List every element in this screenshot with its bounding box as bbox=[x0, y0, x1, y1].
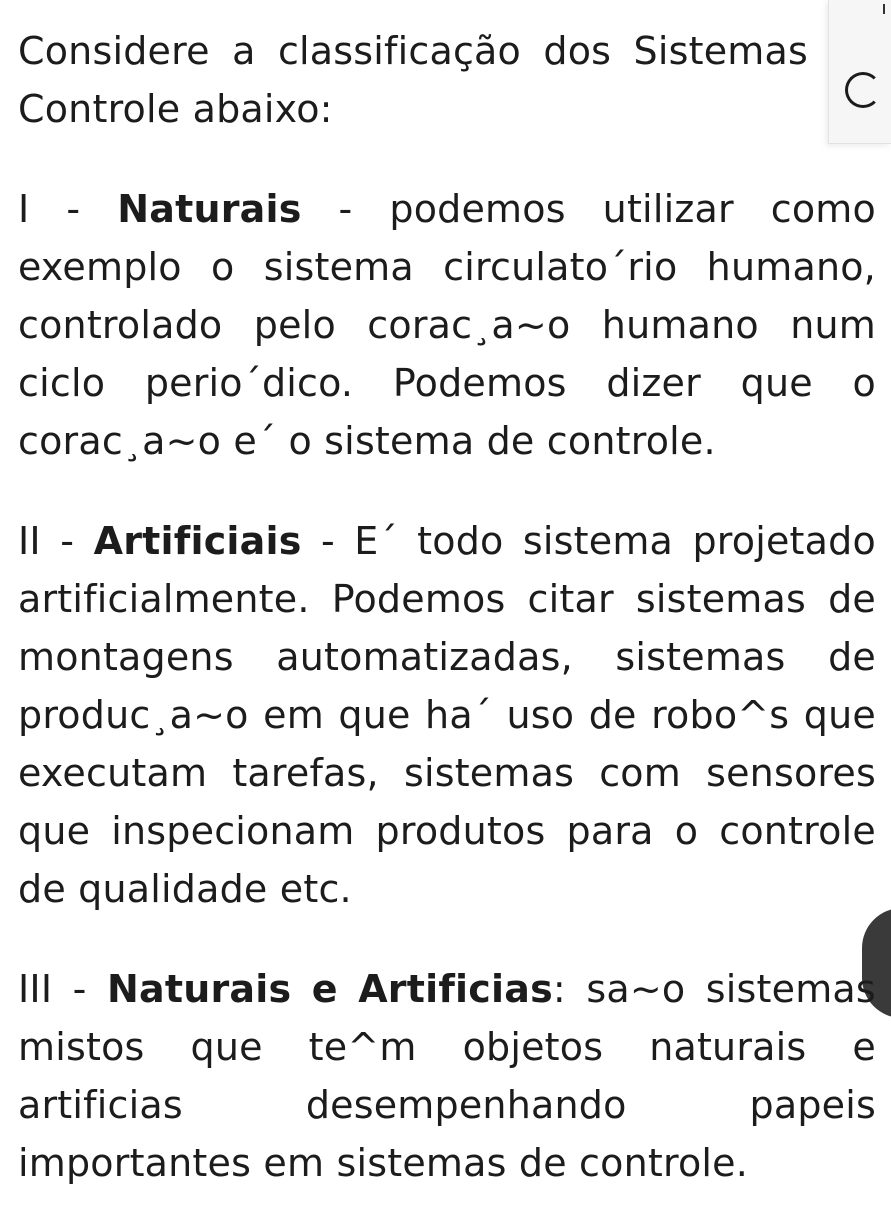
item-2-line-6 bbox=[18, 802, 876, 860]
word: - bbox=[66, 187, 81, 231]
word: o bbox=[852, 361, 876, 405]
word: sistema bbox=[263, 245, 414, 289]
word: ciclo bbox=[18, 361, 106, 405]
title-token: Artificias: bbox=[358, 967, 566, 1011]
word: controlado bbox=[18, 303, 223, 347]
word: circulato´rio bbox=[443, 245, 678, 289]
item-1-line-5: corac¸a~o e´ o sistema de controle. bbox=[18, 419, 716, 463]
word: num bbox=[790, 303, 876, 347]
word: uso bbox=[506, 693, 575, 737]
word: de bbox=[828, 635, 876, 679]
word: sistemas bbox=[615, 635, 786, 679]
word: que bbox=[740, 361, 813, 405]
word: utilizar bbox=[602, 187, 734, 231]
word: de bbox=[828, 577, 876, 621]
word: I bbox=[18, 187, 30, 231]
word: que bbox=[338, 693, 411, 737]
word: montagens bbox=[18, 635, 234, 679]
word: o bbox=[211, 245, 235, 289]
word: sistema bbox=[522, 519, 674, 563]
question-text bbox=[18, 22, 876, 1192]
title-token bbox=[107, 960, 291, 1018]
item-2-line-2 bbox=[18, 570, 876, 628]
word: Considere bbox=[18, 29, 210, 73]
word: sistemas bbox=[403, 751, 575, 795]
item-title-word: Artificiais bbox=[93, 519, 302, 563]
word: artificialmente. bbox=[18, 577, 310, 621]
word: desempenhando bbox=[305, 1083, 627, 1127]
word: projetado bbox=[692, 519, 876, 563]
word: mistos bbox=[18, 1025, 145, 1069]
word: para bbox=[566, 809, 654, 853]
word: dizer bbox=[606, 361, 701, 405]
title-token bbox=[117, 180, 301, 238]
item-2-line-3 bbox=[18, 628, 876, 686]
word: III bbox=[18, 967, 53, 1011]
word: E´ bbox=[354, 519, 398, 563]
item-1-line-4 bbox=[18, 354, 876, 412]
item-1-line-2 bbox=[18, 238, 876, 296]
word: produc¸a~o bbox=[18, 693, 249, 737]
word: Podemos bbox=[392, 361, 567, 405]
word: que bbox=[190, 1025, 263, 1069]
item-title-word: Artificias bbox=[358, 967, 553, 1011]
word: controle bbox=[719, 809, 876, 853]
item-2-line-7: de qualidade etc. bbox=[18, 867, 352, 911]
word: humano, bbox=[706, 245, 876, 289]
word: dos bbox=[543, 29, 612, 73]
word: citar bbox=[527, 577, 614, 621]
word: - bbox=[72, 967, 87, 1011]
word: com bbox=[599, 751, 681, 795]
word: corac¸a~o bbox=[367, 303, 571, 347]
word: como bbox=[770, 187, 876, 231]
word: sistemas bbox=[635, 577, 807, 621]
word: em bbox=[263, 693, 324, 737]
word: que bbox=[803, 693, 876, 737]
word: - bbox=[338, 187, 353, 231]
word: - bbox=[320, 519, 335, 563]
item-3-line-1 bbox=[18, 960, 876, 1018]
word: perio´dico. bbox=[144, 361, 354, 405]
word: sistemas bbox=[705, 967, 876, 1011]
item-1-line-3 bbox=[18, 296, 876, 354]
item-2-line-1 bbox=[18, 512, 876, 570]
word: naturais bbox=[649, 1025, 807, 1069]
intro-line-2: Controle abaixo: bbox=[18, 87, 333, 131]
item-title-word: Naturais bbox=[107, 967, 292, 1011]
word: II bbox=[18, 519, 41, 563]
title-token bbox=[312, 960, 338, 1018]
item-2-line-4 bbox=[18, 686, 876, 744]
word: humano bbox=[601, 303, 759, 347]
word: podemos bbox=[389, 187, 566, 231]
word: produtos bbox=[375, 809, 546, 853]
word: executam bbox=[18, 751, 208, 795]
word: o bbox=[674, 809, 699, 853]
title-token bbox=[94, 512, 302, 570]
word: Sistemas bbox=[633, 29, 808, 73]
word: objetos bbox=[462, 1025, 604, 1069]
word: artificias bbox=[18, 1083, 183, 1127]
intro-line-1 bbox=[18, 22, 808, 80]
word: sensores bbox=[706, 751, 876, 795]
word: a bbox=[232, 29, 256, 73]
item-3-line-3 bbox=[18, 1076, 876, 1134]
word: todo bbox=[417, 519, 504, 563]
word: te^m bbox=[308, 1025, 417, 1069]
word: pelo bbox=[253, 303, 336, 347]
word: - bbox=[60, 519, 75, 563]
word: automatizadas, bbox=[276, 635, 573, 679]
item-1-line-1 bbox=[18, 180, 876, 238]
word: de bbox=[588, 693, 637, 737]
word: Podemos bbox=[331, 577, 506, 621]
item-title-word: Naturais bbox=[117, 187, 302, 231]
word: ha´ bbox=[425, 693, 493, 737]
word: classificação bbox=[277, 29, 521, 73]
word: que bbox=[18, 809, 91, 853]
item-3-line-2 bbox=[18, 1018, 876, 1076]
panel-edge-mark bbox=[883, 4, 885, 14]
item-2-line-5 bbox=[18, 744, 876, 802]
item-3-line-4: importantes em sistemas de controle. bbox=[18, 1141, 749, 1185]
word: robo^s bbox=[651, 693, 790, 737]
word: sa~o bbox=[586, 967, 686, 1011]
item-title-word: e bbox=[311, 967, 338, 1011]
word: papeis bbox=[749, 1083, 876, 1127]
word: tarefas, bbox=[232, 751, 379, 795]
word: e bbox=[852, 1025, 876, 1069]
word: exemplo bbox=[18, 245, 182, 289]
word: inspecionam bbox=[111, 809, 355, 853]
